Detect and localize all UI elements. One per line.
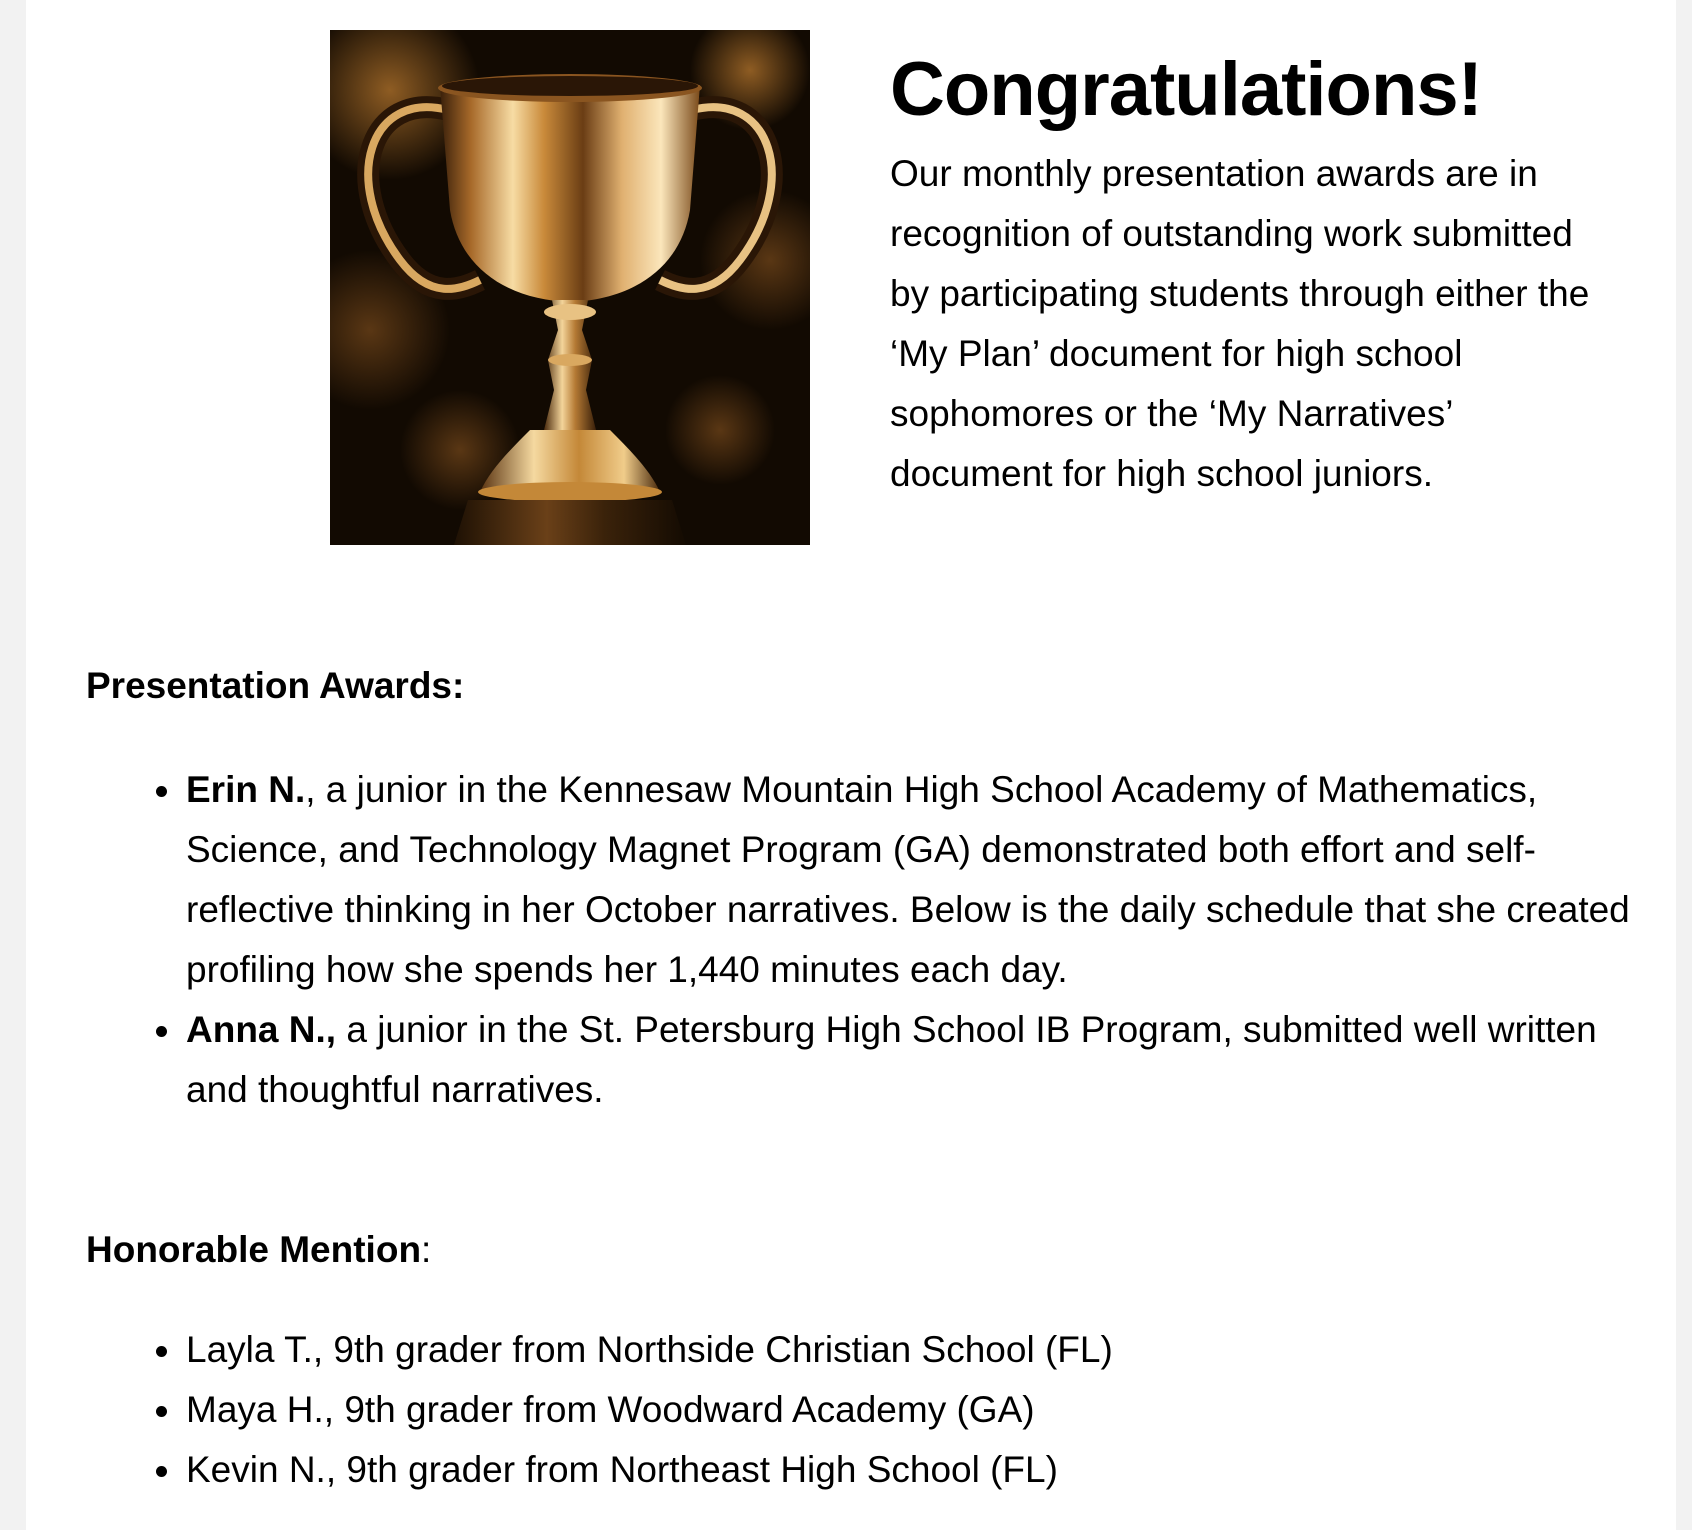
list-item: Kevin N., 9th grader from Northeast High School (FL) bbox=[186, 1440, 1646, 1500]
intro-paragraph: Our monthly presentation awards are in recognition of outstanding work submitted by participating students through either the ‘My Plan’ document for high school sophomores or the ‘My Narratives’ document for high school juniors. bbox=[890, 153, 1590, 494]
honorable-mention-heading-text: Honorable Mention bbox=[86, 1229, 422, 1270]
award-winner-name: Anna N., bbox=[186, 1009, 337, 1050]
award-description: , a junior in the Kennesaw Mountain High School Academy of Mathematics, Science, and Technology Magnet Program (GA) demonstrated both effort and self-reflective thinking in her October narratives. Below is the daily schedule that she created profiling how she spends her 1,440 minutes each day. bbox=[186, 769, 1630, 990]
list-item: Maya H., 9th grader from Woodward Academy (GA) bbox=[186, 1380, 1646, 1440]
honorable-mention-list bbox=[186, 1320, 1646, 1500]
page-title: Congratulations! bbox=[890, 47, 1482, 132]
list-item bbox=[186, 760, 1646, 1000]
list-item bbox=[186, 1000, 1646, 1120]
trophy-image bbox=[330, 30, 810, 545]
awards-list bbox=[186, 760, 1646, 1120]
award-winner-name: Erin N. bbox=[186, 769, 306, 810]
award-description: a junior in the St. Petersburg High School IB Program, submitted well written and thoughtful narratives. bbox=[186, 1009, 1597, 1110]
trophy-icon bbox=[330, 30, 810, 545]
heading-colon: : bbox=[421, 1229, 432, 1270]
awards-heading-text: Presentation Awards: bbox=[86, 665, 465, 706]
honorable-mention-heading bbox=[86, 1226, 431, 1274]
newsletter-page bbox=[26, 0, 1676, 1530]
list-item: Layla T., 9th grader from Northside Christian School (FL) bbox=[186, 1320, 1646, 1380]
intro-block bbox=[890, 46, 1610, 504]
awards-heading bbox=[86, 662, 464, 710]
